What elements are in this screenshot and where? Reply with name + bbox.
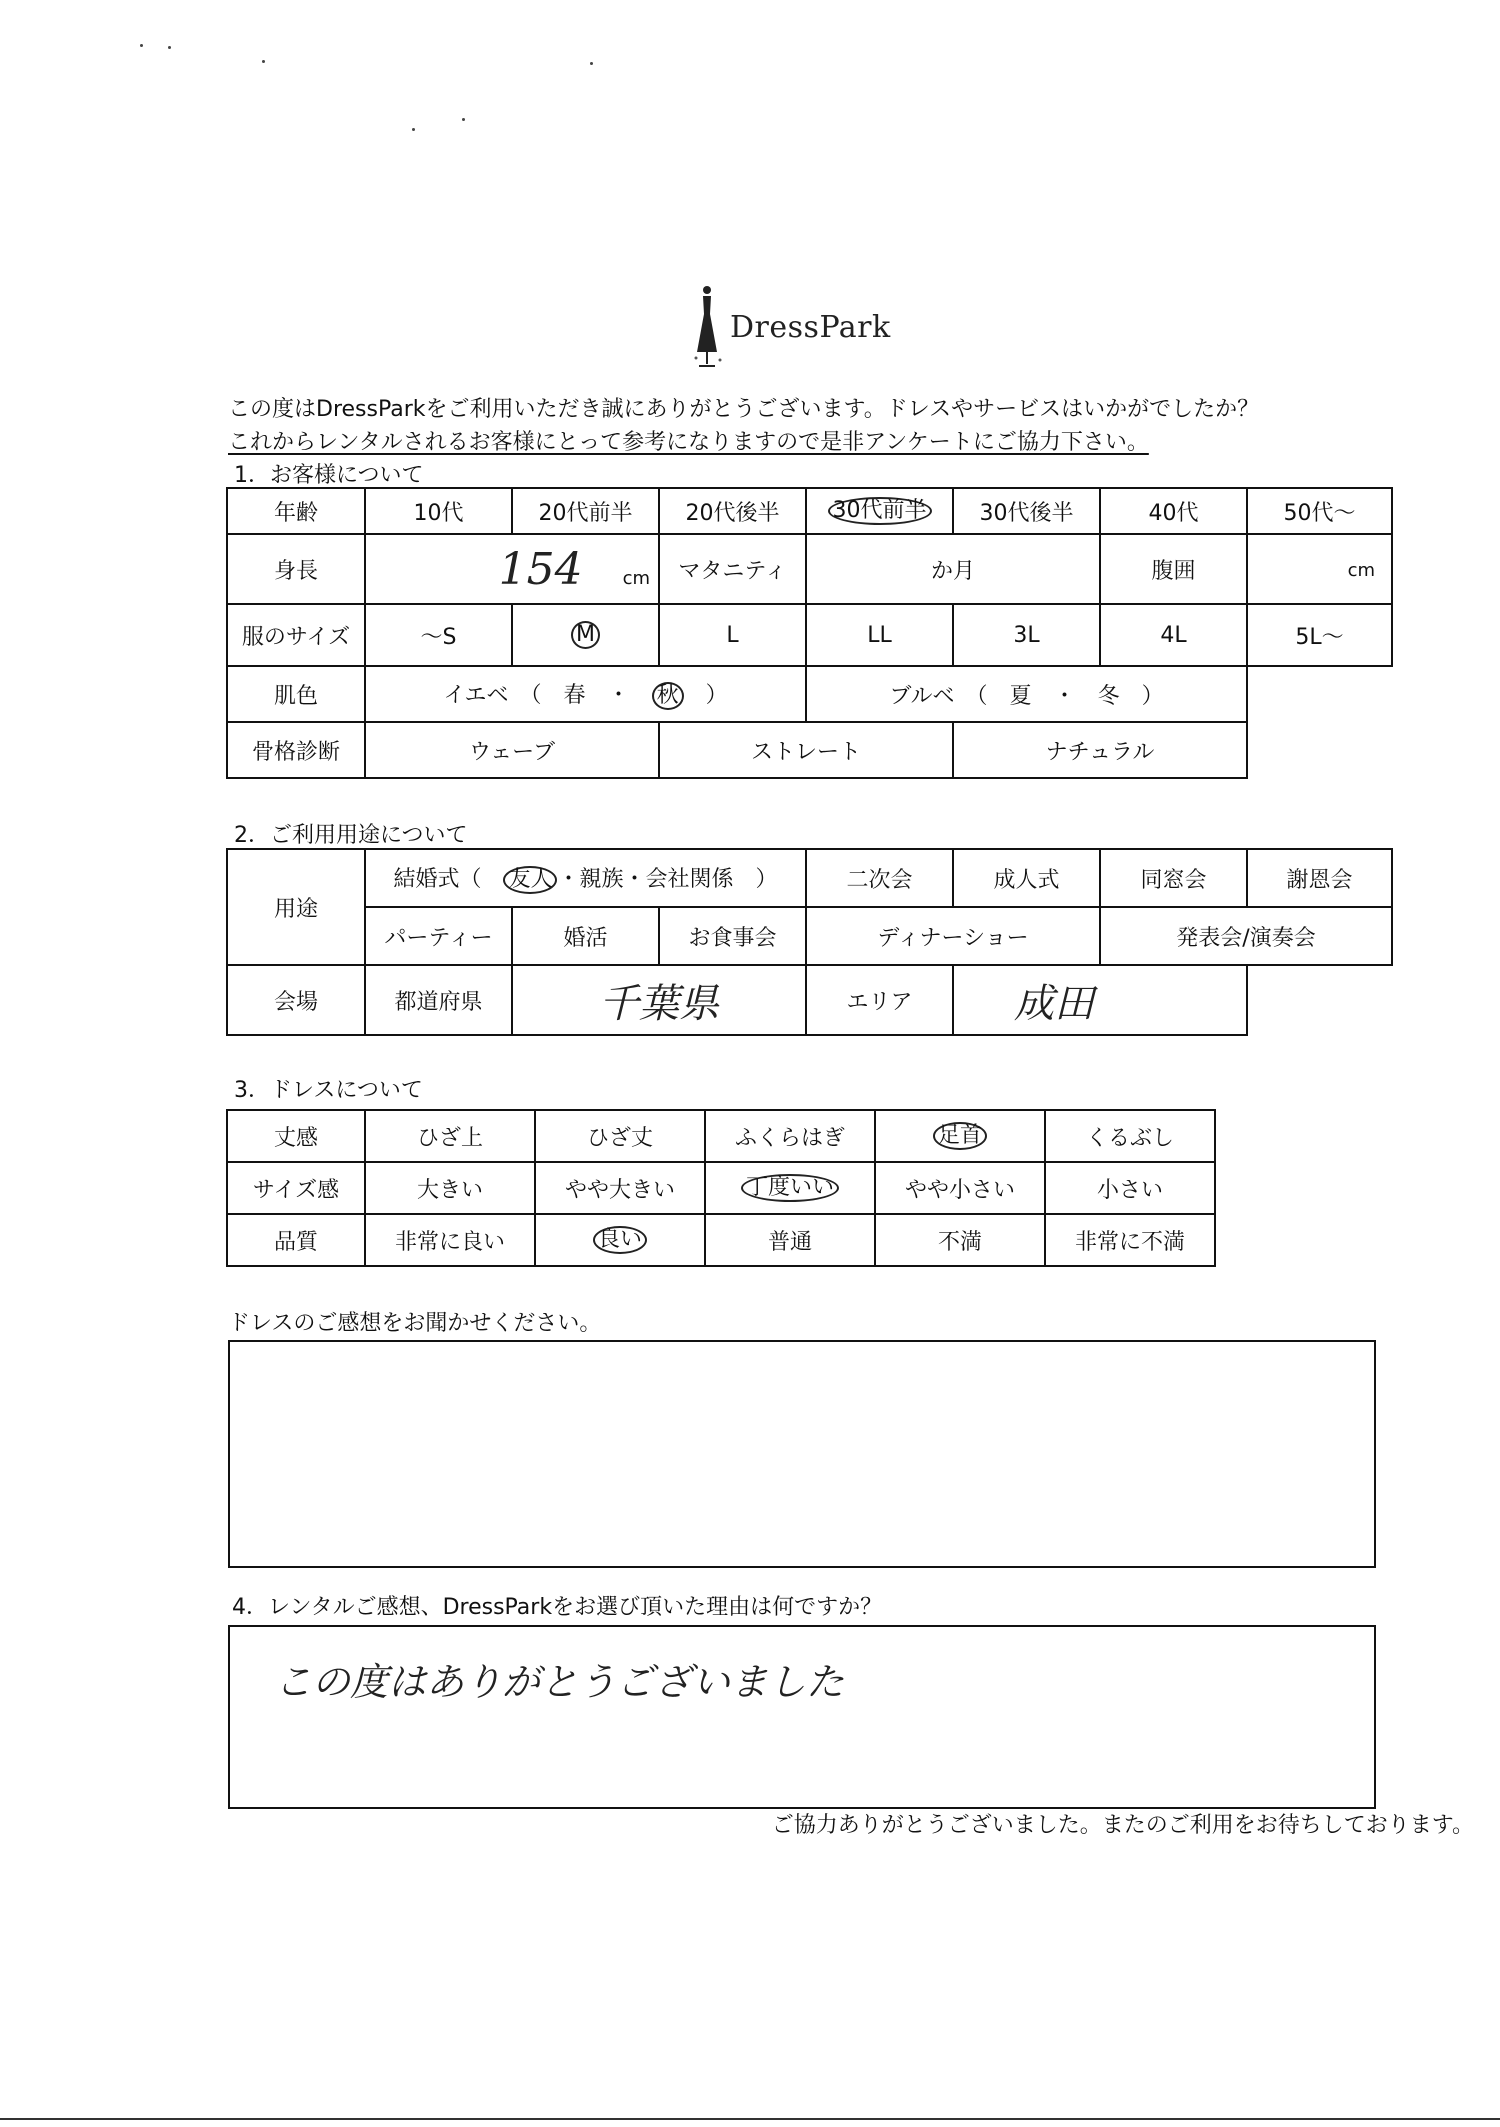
venue-label: 会場 (227, 965, 365, 1035)
length-option[interactable]: くるぶし (1045, 1110, 1215, 1162)
maternity-months-field[interactable] (806, 534, 1100, 604)
blue-base-label: ブルベ (889, 683, 955, 709)
usage-option[interactable]: お食事会 (659, 907, 806, 965)
selection-circle: M (571, 621, 600, 649)
selection-circle: 足首 (933, 1122, 987, 1150)
section-1-title: 1．お客様について (234, 463, 424, 488)
prefecture-value: 千葉県 (599, 980, 719, 1027)
size-option[interactable]: 3L (953, 604, 1100, 666)
length-row (227, 1110, 1215, 1162)
body-type-option[interactable]: ストレート (659, 722, 953, 778)
thanks-message: ご協力ありがとうございました。またのご利用をお待ちしております。 (771, 1813, 1474, 1838)
winter-option[interactable]: 冬 (1097, 683, 1120, 709)
reason-textarea[interactable] (228, 1625, 1376, 1809)
usage-row-2 (227, 907, 1392, 965)
wedding-option[interactable]: 結婚式（ 友人 ・親族・会社関係 ） (365, 849, 806, 907)
impressions-prompt: ドレスのご感想をお聞かせください。 (228, 1311, 602, 1336)
quality-label: 品質 (227, 1214, 365, 1266)
age-label: 年齢 (227, 488, 365, 534)
waist-label: 腹囲 (1100, 534, 1247, 604)
scan-speck (412, 128, 415, 131)
area-value: 成田 (1014, 980, 1094, 1027)
length-option[interactable]: ふくらはぎ (705, 1110, 875, 1162)
height-label: 身長 (227, 534, 365, 604)
prefecture-label: 都道府県 (365, 965, 512, 1035)
size-option[interactable]: 4L (1100, 604, 1247, 666)
age-option[interactable]: 20代前半 (512, 488, 659, 534)
summer-option[interactable]: 夏 (1009, 683, 1032, 709)
quality-option[interactable]: 非常に良い (365, 1214, 535, 1266)
page-edge-line (0, 2118, 1500, 2120)
usage-table (226, 848, 1393, 1036)
empty-cell (1247, 722, 1392, 778)
yellow-base-label: イエベ (443, 682, 509, 708)
fit-row (227, 1162, 1215, 1214)
usage-option[interactable]: 謝恩会 (1247, 849, 1392, 907)
yellow-base-option[interactable]: イエベ （ 春 ・ 秋 ） (365, 666, 806, 722)
body-type-option[interactable]: ナチュラル (953, 722, 1247, 778)
age-option-selected[interactable] (806, 488, 953, 534)
spring-option[interactable]: 春 (563, 682, 586, 708)
body-type-option[interactable]: ウェーブ (365, 722, 659, 778)
autumn-option-selected[interactable]: 秋 (652, 682, 684, 710)
usage-option[interactable]: 二次会 (806, 849, 953, 907)
size-option[interactable]: 5L～ (1247, 604, 1392, 666)
fit-label: サイズ感 (227, 1162, 365, 1214)
length-option-selected[interactable] (875, 1110, 1045, 1162)
fit-option[interactable]: 小さい (1045, 1162, 1215, 1214)
blue-base-option[interactable]: ブルベ （ 夏 ・ 冬 ） (806, 666, 1247, 722)
age-option[interactable]: 40代 (1100, 488, 1247, 534)
company-option[interactable]: 会社関係 (645, 866, 734, 892)
customer-info-table (226, 487, 1393, 779)
logo-wordmark: DressPark (730, 310, 891, 345)
age-option[interactable]: 10代 (365, 488, 512, 534)
usage-option[interactable]: ディナーショー (806, 907, 1100, 965)
reason-answer: この度はありがとうございました (274, 1660, 845, 1704)
friend-option-selected[interactable]: 友人 (503, 866, 557, 894)
area-field[interactable] (953, 965, 1247, 1035)
size-label: 服のサイズ (227, 604, 365, 666)
venue-row (227, 965, 1392, 1035)
area-label: エリア (806, 965, 953, 1035)
age-option[interactable]: 30代後半 (953, 488, 1100, 534)
section-3-title: 3．ドレスについて (234, 1078, 423, 1103)
quality-option[interactable]: 非常に不満 (1045, 1214, 1215, 1266)
fit-option[interactable]: やや小さい (875, 1162, 1045, 1214)
age-option[interactable]: 20代後半 (659, 488, 806, 534)
age-row (227, 488, 1392, 534)
skin-row (227, 666, 1392, 722)
empty-cell (1247, 965, 1392, 1035)
size-option[interactable]: ～S (365, 604, 512, 666)
height-row (227, 534, 1392, 604)
length-option[interactable]: ひざ丈 (535, 1110, 705, 1162)
empty-cell (1247, 666, 1392, 722)
quality-row (227, 1214, 1215, 1266)
maternity-label: マタニティ (659, 534, 806, 604)
intro-line-1: この度はDressParkをご利用いただき誠にありがとうございます。ドレスやサービスはいかがでしたか？ (228, 397, 1260, 422)
waist-unit: cm (1347, 559, 1375, 581)
months-unit: か月 (930, 558, 975, 584)
body-type-row (227, 722, 1392, 778)
usage-option[interactable]: 発表会/演奏会 (1100, 907, 1392, 965)
size-option[interactable]: LL (806, 604, 953, 666)
impressions-textarea[interactable] (228, 1340, 1376, 1568)
size-row (227, 604, 1392, 666)
relatives-option[interactable]: 親族 (579, 866, 624, 892)
scan-speck (590, 62, 593, 65)
scan-speck (462, 118, 465, 121)
quality-option-selected[interactable] (535, 1214, 705, 1266)
intro-line-2: これからレンタルされるお客様にとって参考になりますので是非アンケートにご協力下さい。 (228, 430, 1149, 455)
scan-speck (140, 44, 143, 47)
dress-mannequin-icon (690, 284, 730, 374)
usage-option[interactable]: パーティー (365, 907, 512, 965)
skin-label: 肌色 (227, 666, 365, 722)
wedding-label: 結婚式 (393, 866, 460, 892)
size-option[interactable]: L (659, 604, 806, 666)
length-label: 丈感 (227, 1110, 365, 1162)
section-2-title: 2．ご利用用途について (234, 823, 468, 848)
purpose-label: 用途 (227, 849, 365, 965)
scan-speck (262, 60, 265, 63)
section-4-title: 4．レンタルご感想、DressParkをお選び頂いた理由は何ですか？ (232, 1595, 883, 1620)
dresspark-logo (690, 284, 920, 376)
selection-circle: 良い (593, 1226, 647, 1254)
height-value: 154 (498, 543, 583, 595)
dress-feedback-table (226, 1109, 1216, 1267)
age-option[interactable]: 50代～ (1247, 488, 1392, 534)
waist-field[interactable] (1247, 534, 1392, 604)
size-option-selected[interactable] (512, 604, 659, 666)
body-type-label: 骨格診断 (227, 722, 365, 778)
length-option[interactable]: ひざ上 (365, 1110, 535, 1162)
fit-option[interactable]: やや大きい (535, 1162, 705, 1214)
usage-option[interactable]: 婚活 (512, 907, 659, 965)
fit-option[interactable]: 大きい (365, 1162, 535, 1214)
selection-circle: 30代前半 (828, 497, 932, 525)
height-unit: cm (622, 567, 650, 589)
prefecture-field[interactable] (512, 965, 806, 1035)
scan-speck (168, 46, 171, 49)
height-field[interactable] (365, 534, 659, 604)
usage-row-1 (227, 849, 1392, 907)
quality-option[interactable]: 不満 (875, 1214, 1045, 1266)
usage-option[interactable]: 成人式 (953, 849, 1100, 907)
fit-option-selected[interactable] (705, 1162, 875, 1214)
usage-option[interactable]: 同窓会 (1100, 849, 1247, 907)
quality-option[interactable]: 普通 (705, 1214, 875, 1266)
selection-circle: 丁度いい (741, 1174, 839, 1202)
